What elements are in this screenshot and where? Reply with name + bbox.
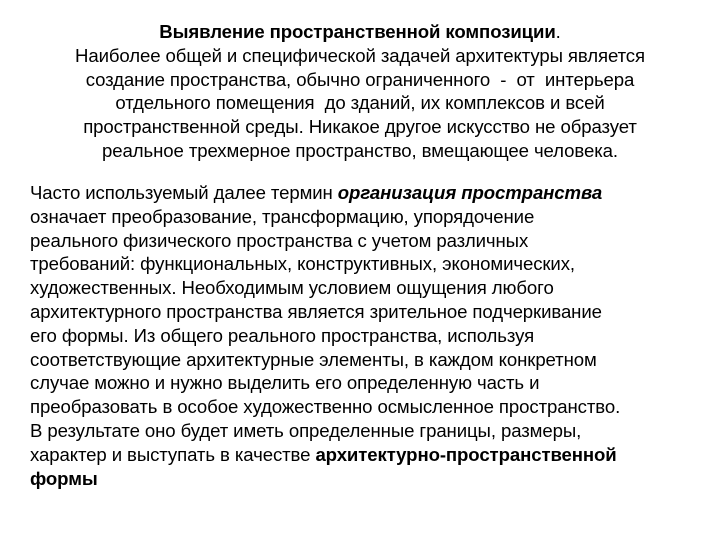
body-line: [30, 443, 712, 467]
body-line: [30, 467, 712, 491]
body-line: случае можно и нужно выделить его определенную часть и: [30, 372, 540, 394]
intro-line: отдельного помещения до зданий, их комплексов и всей: [115, 92, 605, 114]
intro-line: Наиболее общей и специфической задачей архитектуры является: [75, 44, 645, 66]
term-form: формы: [30, 467, 98, 489]
body-paragraph: [30, 181, 712, 490]
title-period: .: [555, 21, 561, 42]
body-line: соответствующие архитектурные элементы, в каждом конкретном: [30, 348, 597, 370]
title-line: [36, 20, 684, 44]
intro-paragraph: [36, 20, 684, 163]
body-line: художественных. Необходимым условием ощущения любого: [30, 277, 554, 299]
body-line: реального физического пространства с учетом различных: [30, 229, 529, 251]
body-line: архитектурного пространства является зрительное подчеркивание: [30, 300, 602, 322]
body-line: В результате оно будет иметь определенные границы, размеры,: [30, 419, 582, 441]
body-line: преобразовать в особое художественно осмысленное пространство.: [30, 396, 621, 418]
intro-line: создание пространства, обычно ограниченного - от интерьера: [85, 68, 635, 90]
intro-line: пространственной среды. Никакое другое искусство не образует: [83, 116, 637, 138]
intro-line: реальное трехмерное пространство, вмещающее человека.: [102, 139, 618, 161]
section-title: Выявление пространственной композиции: [159, 21, 556, 42]
term-architectural-spatial: архитектурно-пространственной: [315, 443, 617, 465]
body-line: [30, 181, 712, 205]
body-line: означает преобразование, трансформацию, упорядочение: [30, 205, 535, 227]
body-line: требований: функциональных, конструктивных, экономических,: [30, 253, 575, 275]
body-last-prefix: характер и выступать в качестве: [30, 443, 316, 465]
term-organization-of-space: организация пространства: [337, 182, 603, 203]
body-line: его формы. Из общего реального пространства, используя: [30, 324, 535, 346]
body-lead-text: Часто используемый далее термин: [30, 182, 338, 203]
